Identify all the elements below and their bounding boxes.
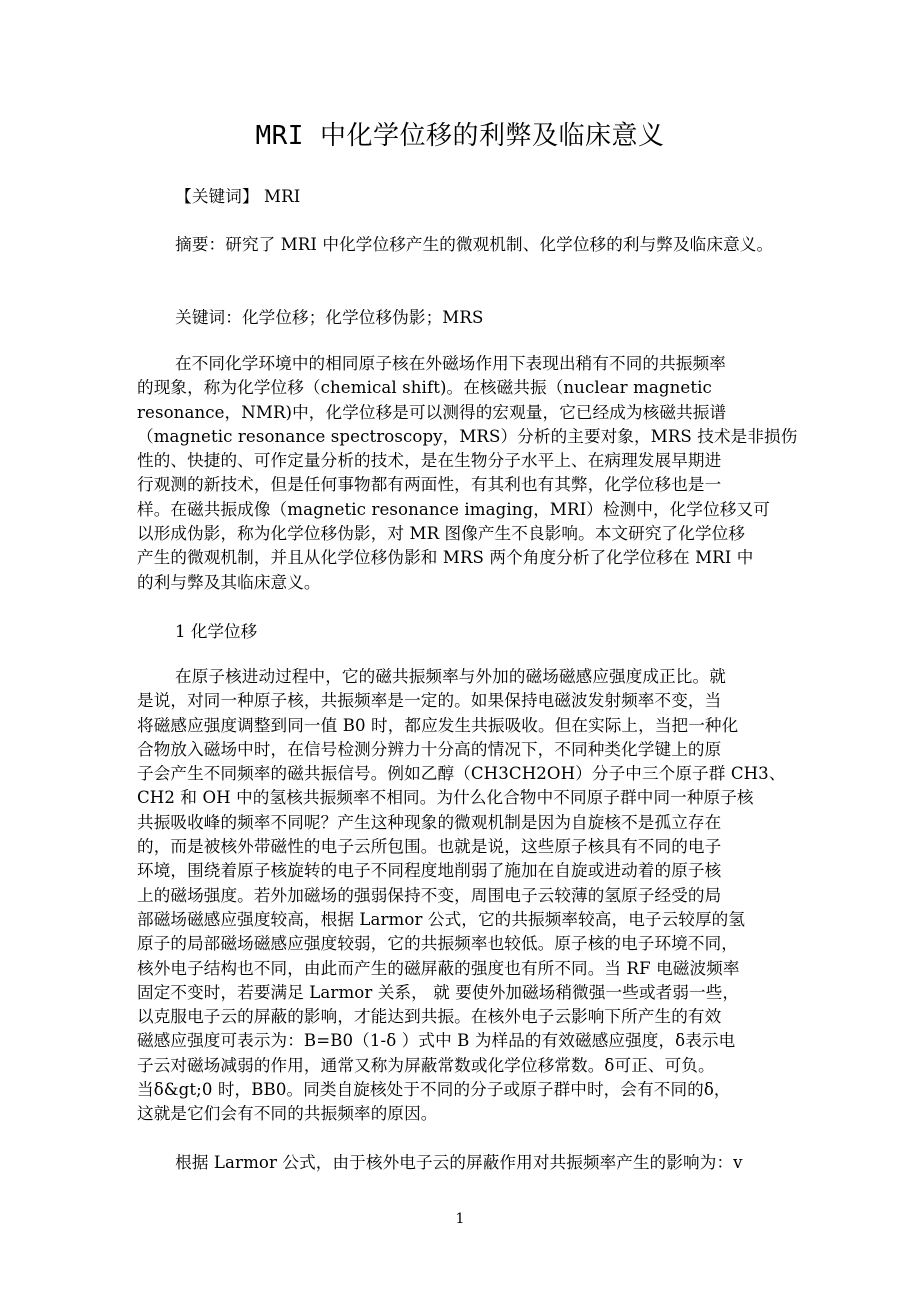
intro-line: 以形成伪影，称为化学位移伪影，对 MR 图像产生不良影响。本文研究了化学位移	[137, 524, 746, 544]
abstract-paragraph: 摘要：研究了 MRI 中化学位移产生的微观机制、化学位移的利与弊及临床意义。	[175, 235, 774, 254]
intro-paragraph	[137, 352, 798, 595]
intro-line: 在不同化学环境中的相同原子核在外磁场作用下表现出稍有不同的共振频率	[175, 354, 726, 373]
section1-paragraph	[137, 665, 787, 1127]
section1-line: 环境，围绕着原子核旋转的电子不同程度地削弱了施加在自旋或进动着的原子核	[137, 861, 722, 881]
intro-line: 产生的微观机制，并且从化学位移伪影和 MRS 两个角度分析了化学位移在 MRI 中	[137, 548, 754, 568]
intro-line: （magnetic resonance spectroscopy，MRS）分析的主要对象，MRS 技术是非损伤	[137, 426, 798, 446]
page-title: MRI 中化学位移的利弊及临床意义	[255, 121, 665, 151]
intro-line: 的现象，称为化学位移（chemical shift)。在核磁共振（nuclear magnetic	[137, 378, 712, 398]
section1-line: 磁感应强度可表示为：B=B0（1-δ ）式中 B 为样品的有效磁感应强度，δ表示电	[137, 1031, 736, 1051]
keywords-line: 关键词：化学位移；化学位移伪影；MRS	[175, 308, 484, 327]
section1-line: 将磁感应强度调整到同一值 B0 时，都应发生共振吸收。但在实际上，当把一种化	[137, 715, 739, 735]
section1-line: 共振吸收峰的频率不同呢？产生这种现象的微观机制是因为自旋核不是孤立存在	[137, 812, 722, 832]
section1-line: 子云对磁场减弱的作用，通常又称为屏蔽常数或化学位移常数。δ可正、可负。	[137, 1055, 715, 1075]
section1-line: CH2 和 OH 中的氢核共振频率不相同。为什么化合物中不同原子群中同一种原子核	[137, 788, 754, 808]
section1-line: 在原子核进动过程中，它的磁共振频率与外加的磁场磁感应强度成正比。就	[175, 667, 726, 686]
section1-line: 的，而是被核外带磁性的电子云所包围。也就是说，这些原子核具有不同的电子	[137, 837, 722, 857]
section1-line: 是说，对同一种原子核，共振频率是一定的。如果保持电磁波发射频率不变，当	[137, 691, 722, 711]
larmor-paragraph: 根据 Larmor 公式，由于核外电子云的屏蔽作用对共振频率产生的影响为：v	[175, 1153, 743, 1172]
section-heading: 1 化学位移	[175, 622, 258, 641]
section1-line: 子会产生不同频率的磁共振信号。例如乙醇（CH3CH2OH）分子中三个原子群 CH3、	[137, 764, 786, 784]
intro-line: 行观测的新技术，但是任何事物都有两面性，有其利也有其弊，化学位移也是一	[137, 475, 722, 495]
section1-line: 核外电子结构也不同，由此而产生的磁屏蔽的强度也有所不同。当 RF 电磁波频率	[137, 958, 740, 978]
section1-line: 以克服电子云的屏蔽的影响，才能达到共振。在核外电子云影响下所产生的有效	[137, 1007, 722, 1027]
keywords-header: 【关键词】 MRI	[175, 187, 301, 206]
section1-line: 合物放入磁场中时，在信号检测分辨力十分高的情况下，不同种类化学键上的原	[137, 739, 722, 759]
intro-line: 性的、快捷的、可作定量分析的技术，是在生物分子水平上、在病理发展早期进	[137, 451, 722, 471]
intro-line: resonance，NMR)中，化学位移是可以测得的宏观量，它已经成为核磁共振谱	[137, 402, 727, 422]
section1-line: 固定不变时，若要满足 Larmor 关系， 就 要使外加磁场稍微强一些或者弱一些，	[137, 982, 740, 1002]
section1-line: 原子的局部磁场磁感应强度较弱，它的共振频率也较低。原子核的电子环境不同，	[137, 934, 738, 954]
section1-line: 这就是它们会有不同的共振频率的原因。	[137, 1104, 438, 1124]
page-number: 1	[455, 1211, 465, 1227]
intro-line: 样。在磁共振成像（magnetic resonance imaging，MRI）检测中，化学位移又可	[137, 499, 770, 519]
section1-line: 当δ&gt;0 时，BB0。同类自旋核处于不同的分子或原子群中时，会有不同的δ，	[137, 1080, 731, 1100]
intro-line: 的利与弊及其临床意义。	[137, 572, 321, 592]
section1-line: 上的磁场强度。若外加磁场的强弱保持不变，周围电子云较薄的氢原子经受的局	[137, 885, 722, 905]
section1-line: 部磁场磁感应强度较高，根据 Larmor 公式，它的共振频率较高，电子云较厚的氢	[137, 909, 746, 929]
